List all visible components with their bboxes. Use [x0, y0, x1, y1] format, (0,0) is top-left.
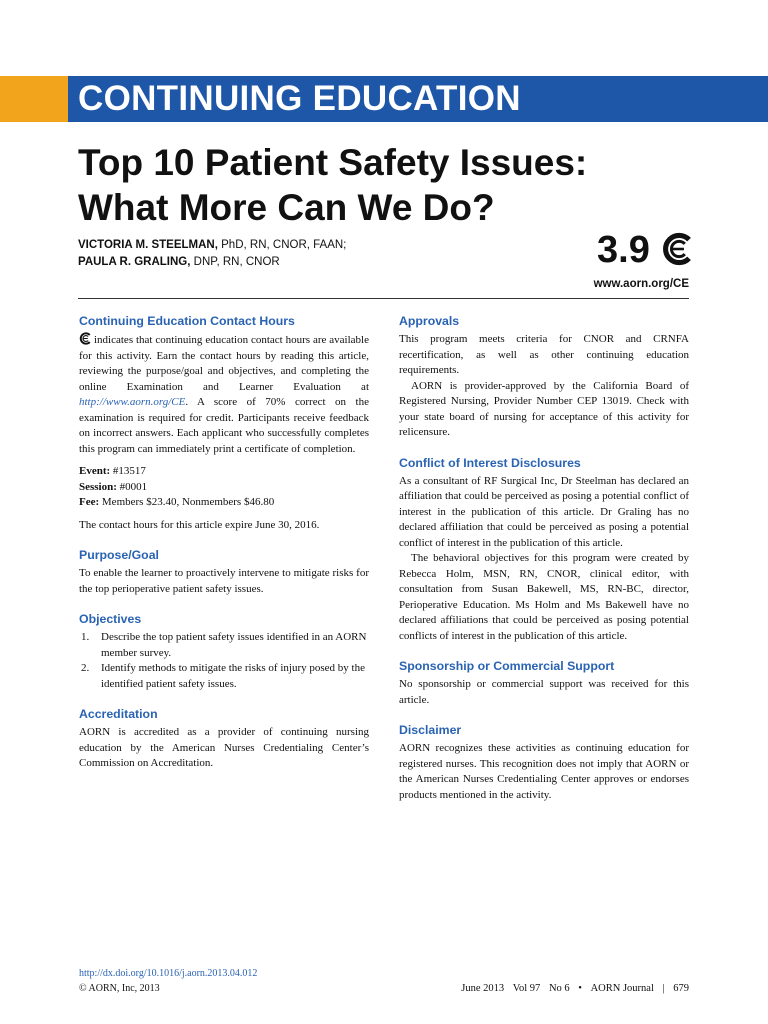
ce-inline-icon	[79, 332, 92, 345]
copyright: © AORN, Inc, 2013	[79, 983, 160, 994]
banner-accent	[0, 76, 68, 122]
pipe-separator: |	[662, 983, 665, 994]
author-list	[78, 237, 346, 271]
section-disclaimer	[399, 722, 689, 803]
footer-citation	[455, 981, 689, 996]
ce-link[interactable]: http://www.aorn.org/CE	[79, 396, 186, 408]
session-label: Session:	[79, 480, 117, 493]
disclaimer-heading: Disclaimer	[399, 723, 462, 737]
right-column	[399, 313, 689, 817]
section-conflict	[399, 455, 689, 645]
author-1-credentials: PhD, RN, CNOR, FAAN;	[221, 239, 347, 251]
contact-hours-text-a: indicates that continuing education contact hours are available for this activity. Earn the contact hours by reading this article, reviewing the purpose/goal and objectives, and completing the online Examination and Learner Evaluation at	[79, 334, 369, 393]
purpose-text: To enable the learner to proactively intervene to mitigate risks for the top perioperative patient safety issues.	[79, 567, 369, 595]
fee-label: Fee:	[79, 496, 100, 508]
approvals-text-2: AORN is provider-approved by the California Board of Registered Nursing, Provider Number CEP 13019. Check with your state board of nursing for acceptance of this activity for relicensure.	[399, 379, 689, 438]
objective-text: Describe the top patient safety issues identified in an AORN member survey.	[101, 631, 367, 659]
contact-hours-text-b: . A score of 70% correct on the examination is required for credit. Participants receive feedback on incorrect answers. Each applicant who successfully completes this program can immediately print a certificate of completion.	[79, 396, 369, 455]
doi-link[interactable]: http://dx.doi.org/10.1016/j.aorn.2013.04.012	[79, 968, 258, 979]
expire-text: The contact hours for this article expire June 30, 2016.	[79, 518, 320, 531]
purpose-heading: Purpose/Goal	[79, 548, 159, 562]
author-1	[78, 237, 346, 254]
issue-date: June 2013	[461, 983, 505, 994]
conflict-text-2: The behavioral objectives for this program were created by Rebecca Holm, MSN, RN, CNOR, clinical editor, with consultation from Susan Bakewell, MS, RN-BC, director, Perioperative Education. Ms Holm and Ms Bakewell have no declared affiliations that could be perceived as posing potential conflicts of interest in the publication of this article.	[399, 552, 689, 642]
approvals-text-1: This program meets criteria for CNOR and CRNFA recertification, as well as other continuing education requirements.	[399, 333, 689, 376]
event-value: #13517	[112, 465, 146, 477]
event-label: Event:	[79, 465, 111, 477]
objective-text: Identify methods to mitigate the risks of injury posed by the identified patient safety issues.	[101, 662, 365, 690]
objective-number: 2.	[81, 662, 90, 674]
section-objectives	[79, 611, 369, 692]
footer-left	[79, 966, 257, 996]
author-2-name: PAULA R. GRALING,	[78, 256, 191, 268]
objectives-heading: Objectives	[79, 612, 142, 626]
ce-hours: 3.9	[597, 229, 650, 271]
banner-title: CONTINUING EDUCATION	[78, 79, 521, 118]
contact-hours-text	[79, 332, 369, 457]
section-contact-hours	[79, 313, 369, 533]
objective-item	[79, 661, 369, 692]
page-number: 679	[673, 983, 689, 994]
event-details	[79, 464, 369, 511]
disclaimer-text: AORN recognizes these activities as continuing education for registered nurses. This recognition does not imply that AORN or the American Nurses Credentialing Center approves or endorses products mentioned in the activity.	[399, 742, 689, 801]
ce-logo-icon	[661, 232, 695, 266]
session-value: #0001	[119, 480, 148, 493]
ce-url[interactable]: www.aorn.org/CE	[593, 278, 689, 290]
section-sponsorship	[399, 658, 689, 708]
banner	[68, 76, 768, 122]
contact-hours-heading: Continuing Education Contact Hours	[79, 314, 295, 328]
section-accreditation	[79, 706, 369, 772]
conflict-heading: Conflict of Interest Disclosures	[399, 455, 581, 470]
section-approvals	[399, 313, 689, 441]
accreditation-text: AORN is accredited as a provider of continuing nursing education by the American Nurses Credentialing Center’s Commission on Accreditation.	[79, 726, 369, 769]
article-title-line-1: Top 10 Patient Safety Issues:	[78, 142, 588, 183]
conflict-text-1: As a consultant of RF Surgical Inc, Dr Steelman has declared an affiliation that could be perceived as posing a potential conflict of interest in the publication of this article. Dr Graling has no declared affiliation that could be perceived as posing a potential conflict of interest in the publication of this article.	[399, 474, 689, 549]
event-row	[79, 464, 369, 480]
left-column	[79, 313, 369, 786]
bullet-separator: •	[578, 983, 582, 994]
author-2	[78, 254, 346, 271]
journal-name: AORN Journal	[590, 983, 654, 994]
author-1-name: VICTORIA M. STEELMAN,	[78, 239, 218, 251]
objective-item	[79, 630, 369, 661]
article-title	[78, 140, 698, 230]
author-2-credentials: DNP, RN, CNOR	[193, 256, 280, 268]
header-divider	[78, 298, 689, 299]
accreditation-heading: Accreditation	[79, 707, 158, 721]
section-purpose	[79, 547, 369, 597]
approvals-heading: Approvals	[399, 314, 460, 328]
issue-number: No 6	[548, 983, 570, 994]
fee-row	[79, 495, 369, 511]
objectives-list	[79, 630, 369, 692]
issue-volume: Vol 97	[512, 983, 541, 994]
sponsorship-heading: Sponsorship or Commercial Support	[399, 659, 615, 673]
session-row	[79, 480, 369, 496]
fee-value: Members $23.40, Nonmembers $46.80	[101, 496, 275, 508]
objective-number: 1.	[81, 631, 90, 643]
article-title-line-2: What More Can We Do?	[78, 187, 495, 228]
sponsorship-text: No sponsorship or commercial support was received for this article.	[399, 678, 689, 706]
